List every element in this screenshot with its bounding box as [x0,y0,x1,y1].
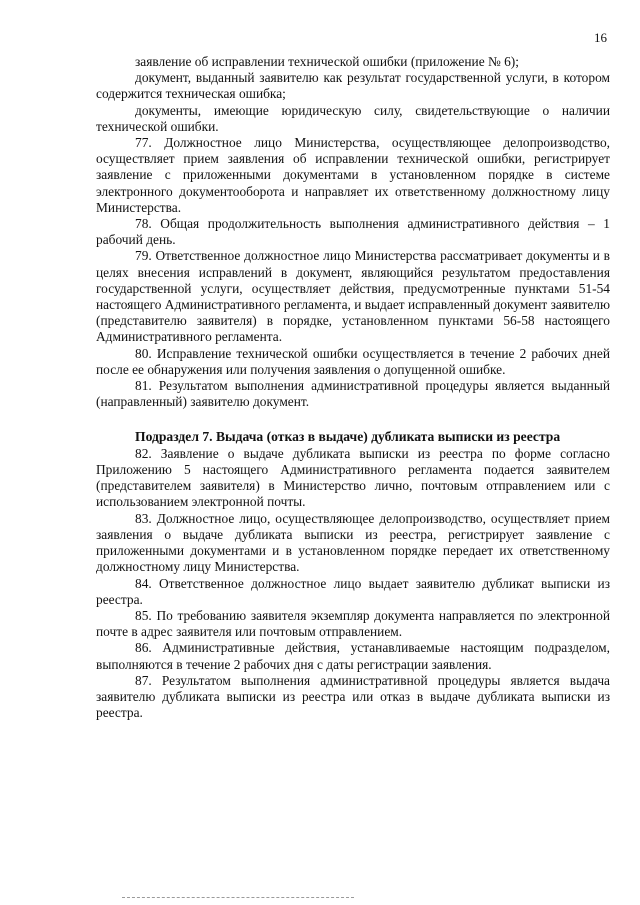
paragraph: 79. Ответственное должностное лицо Министерства рассматривает документы и в целях внесения исправлений в документ, являющийся результатом предоставления государственной услуги, осуществляет действия, предусмотренные пунктами 51-54 настоящего Административного регламента, и выдает исправленный документ заявителю (представителю заявителя) в порядке, установленном пунктами 56-58 настоящего Административного регламента. [96,248,610,345]
page-number: 16 [594,30,607,45]
page-bottom-rule [122,897,354,898]
section-heading: Подраздел 7. Выдача (отказ в выдаче) дубликата выписки из реестра [135,429,561,445]
paragraph: 81. Результатом выполнения административной процедуры является выданный (направленный) заявителю документ. [96,378,610,410]
paragraph: 87. Результатом выполнения административной процедуры является выдача заявителю дубликата выписки из реестра или отказ в выдаче дубликата выписки из реестра. [96,672,610,721]
paragraph: 86. Административные действия, устанавливаемые настоящим подразделом, выполняются в течение 2 рабочих дня с даты регистрации заявления. [96,640,610,672]
paragraph: 83. Должностное лицо, осуществляющее делопроизводство, осуществляет прием заявления о выдаче дубликата выписки из реестра, регистрирует заявление с приложенными документами и в установленном порядке передает их ответственному должностному лицу Министерства. [96,510,610,575]
paragraph: заявление об исправлении технической ошибки (приложение № 6); [135,54,519,69]
paragraph: 78. Общая продолжительность выполнения административного действия – 1 рабочий день. [96,216,610,248]
document-body [96,54,610,721]
paragraph: 84. Ответственное должностное лицо выдает заявителю дубликат выписки из реестра. [96,575,610,607]
paragraph: документ, выданный заявителю как результат государственной услуги, в котором содержится техническая ошибка; [96,70,610,102]
paragraph: 77. Должностное лицо Министерства, осуществляющее делопроизводство, осуществляет прием заявления об исправлении технической ошибки, регистрирует заявление с приложенными документами в установленном порядке в системе электронного документооборота и направляет их ответственному должностному лицу Министерства. [96,135,610,215]
paragraph: 82. Заявление о выдаче дубликата выписки из реестра по форме согласно Приложению 5 настоящего Административного регламента подается заявителем (представителем заявителя) в Министерство лично, почтовым отправлением или с использованием электронной почты. [96,445,610,510]
paragraph: 80. Исправление технической ошибки осуществляется в течение 2 рабочих дней после ее обнаружения или получения заявления о допущенной ошибке. [96,345,610,377]
paragraph: документы, имеющие юридическую силу, свидетельствующие о наличии технической ошибки. [96,102,610,134]
paragraph: 85. По требованию заявителя экземпляр документа направляется по электронной почте в адрес заявителя или почтовым отправлением. [96,607,610,640]
